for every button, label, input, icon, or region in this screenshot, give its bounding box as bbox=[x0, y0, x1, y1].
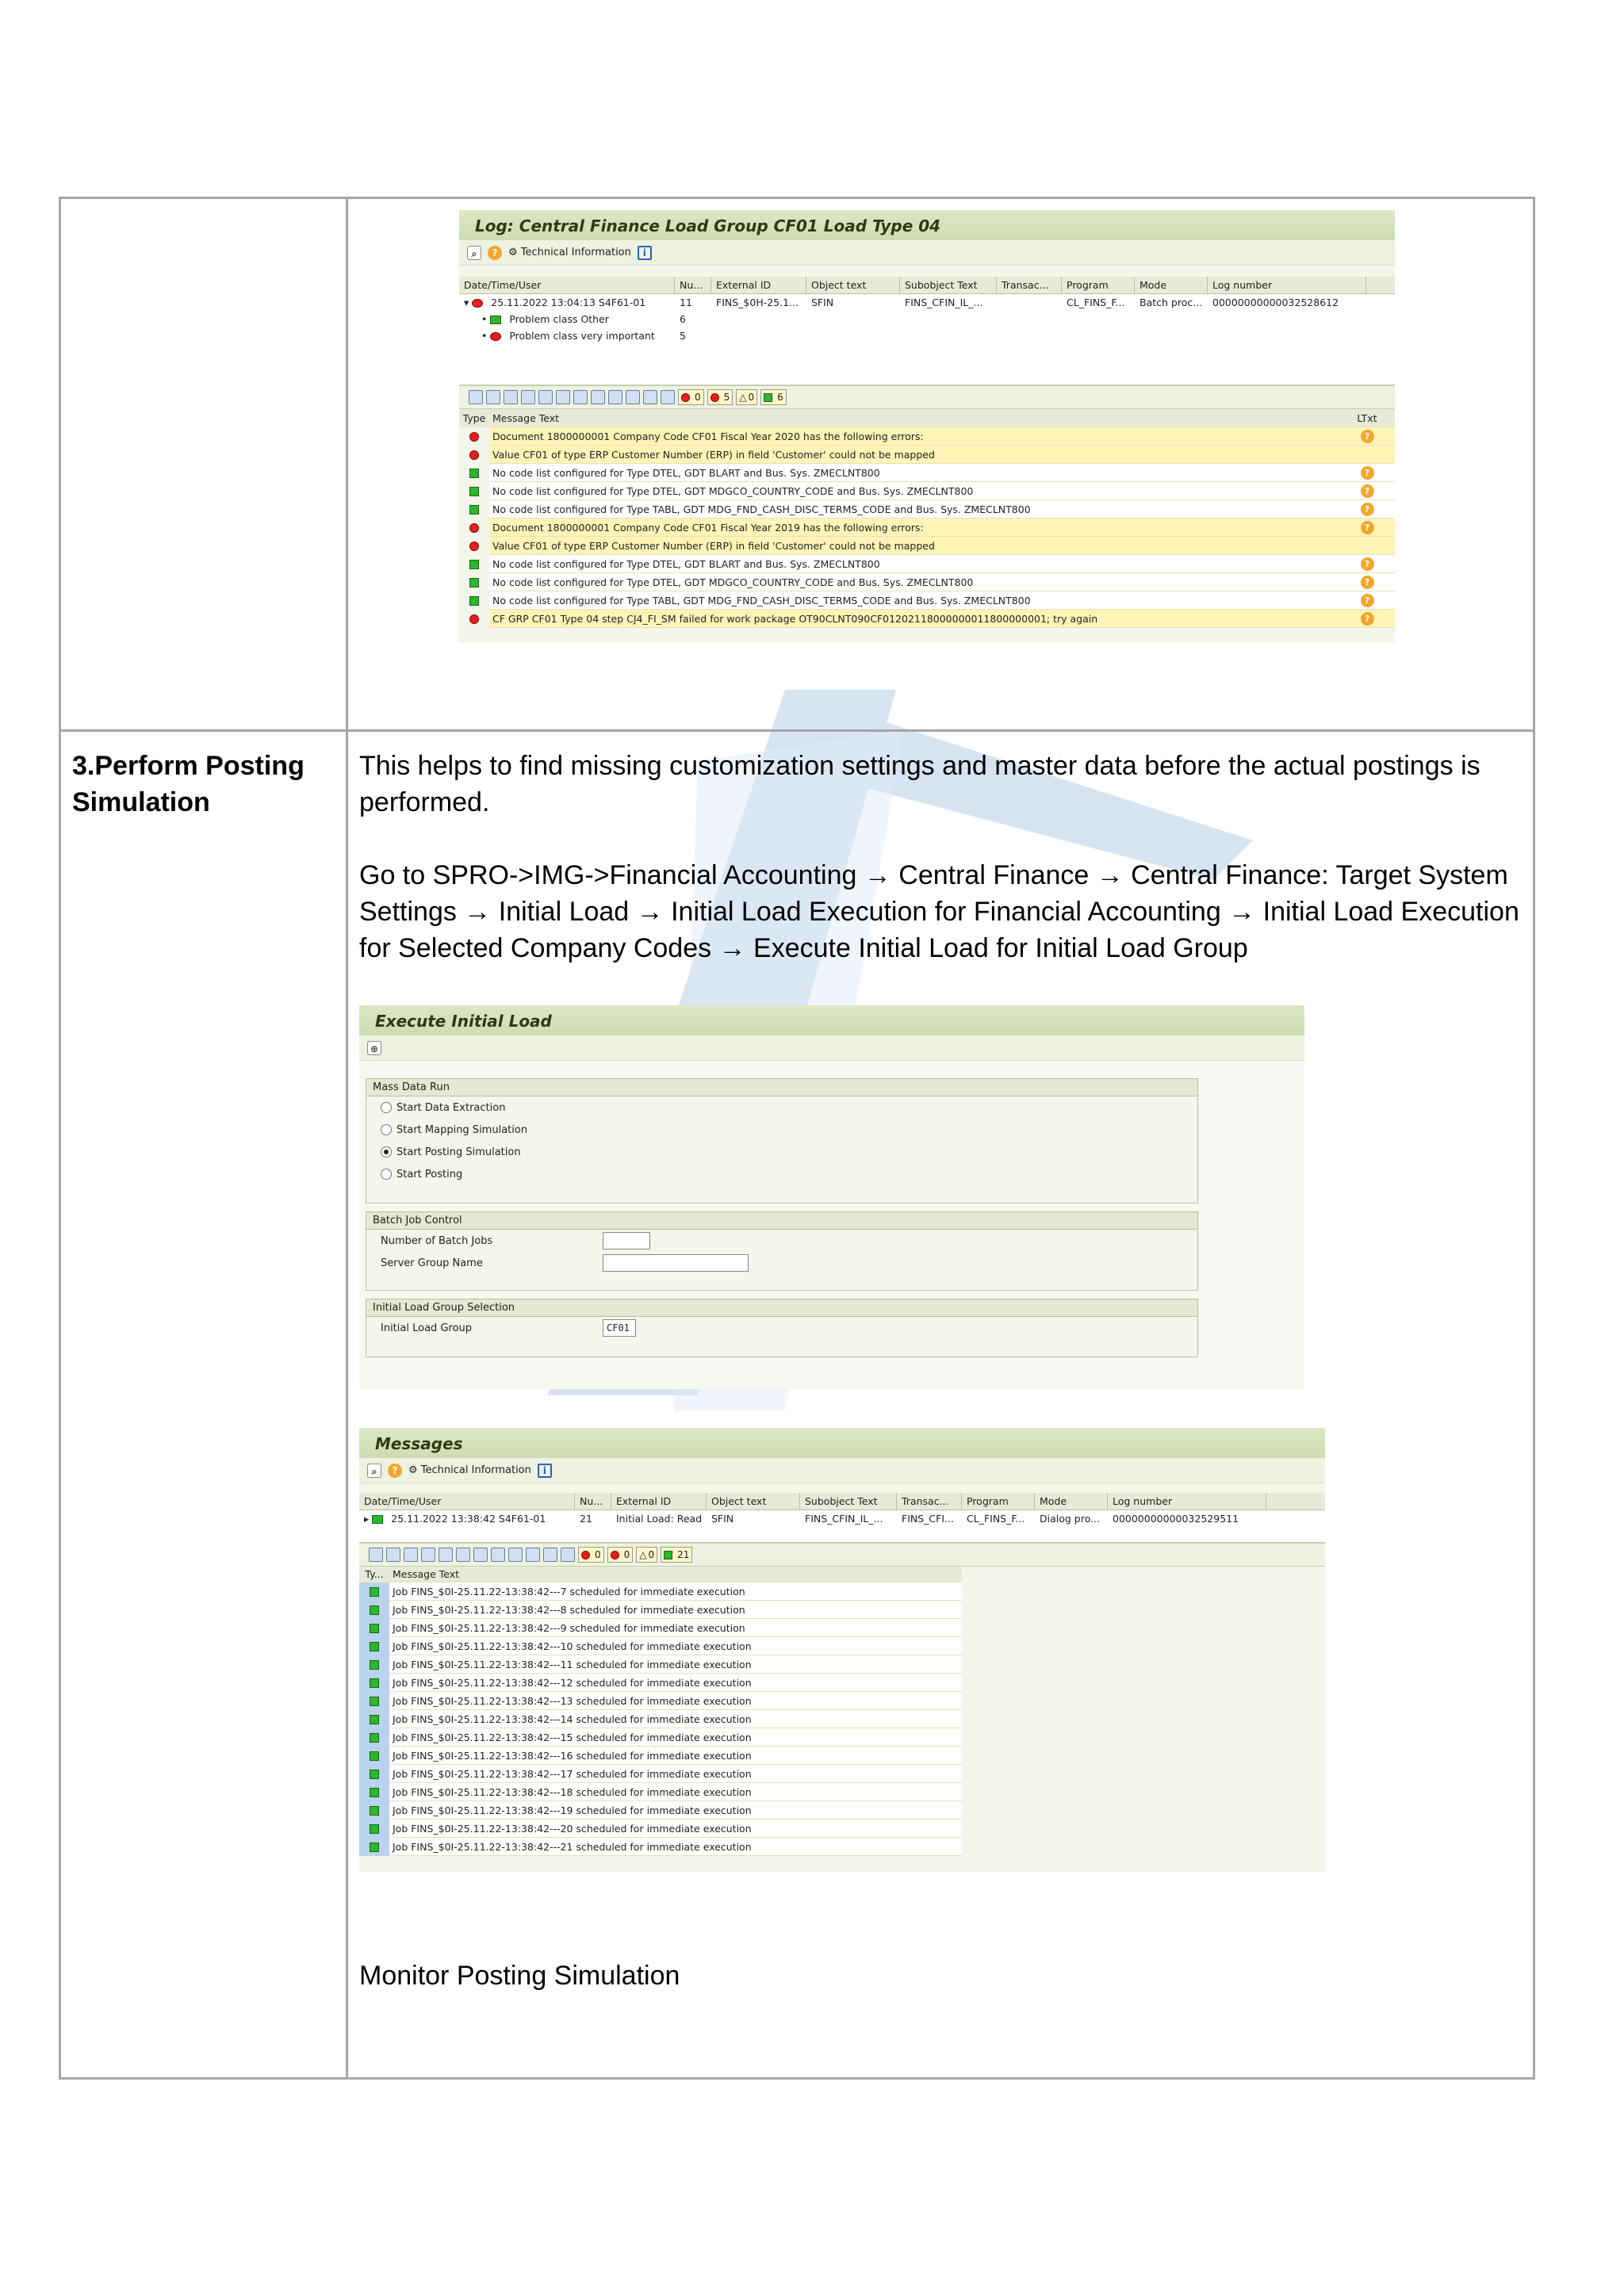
execute-title: Execute Initial Load bbox=[359, 1005, 1304, 1035]
stop-counter[interactable]: 0 bbox=[578, 1547, 604, 1563]
info-icon[interactable]: i bbox=[538, 1464, 552, 1478]
number-of-batch-jobs-input[interactable] bbox=[603, 1232, 650, 1249]
toolbar-icon[interactable] bbox=[473, 1548, 488, 1562]
column-header[interactable]: Mode bbox=[1035, 1493, 1108, 1510]
initial-load-group-input[interactable]: CF01 bbox=[603, 1319, 636, 1337]
monitor-posting-simulation-text: Monitor Posting Simulation bbox=[359, 1961, 680, 1991]
ok-status-icon bbox=[370, 1715, 379, 1724]
toolbar-icon[interactable] bbox=[491, 1548, 505, 1562]
message-row[interactable]: Document 1800000001 Company Code CF01 Fiscal Year 2019 has the following errors: ? bbox=[459, 519, 1395, 537]
job-message-list bbox=[359, 1582, 962, 1856]
toolbar-icon[interactable] bbox=[439, 1548, 453, 1562]
error-status-icon bbox=[469, 614, 479, 624]
ok-status-icon bbox=[469, 505, 479, 515]
sap-execute-initial-load-screenshot bbox=[359, 1005, 1304, 1389]
toolbar-icon[interactable] bbox=[538, 390, 553, 404]
column-header[interactable]: Transac... bbox=[897, 1493, 962, 1510]
radio-start-posting-simulation[interactable]: Start Posting Simulation bbox=[366, 1141, 1197, 1163]
ok-status-icon bbox=[469, 560, 479, 569]
column-header[interactable]: Subobject Text bbox=[900, 277, 997, 294]
error-status-icon bbox=[469, 523, 479, 533]
toolbar-icon[interactable] bbox=[521, 390, 535, 404]
toolbar-icon[interactable] bbox=[573, 390, 588, 404]
help-icon[interactable]: ? bbox=[488, 246, 502, 260]
message-header: Type Message Text LTxt bbox=[459, 409, 1395, 427]
column-header[interactable]: Transac... bbox=[997, 277, 1062, 294]
document-table bbox=[59, 197, 1535, 2080]
toolbar-icon[interactable] bbox=[369, 1548, 383, 1562]
ok-status-icon bbox=[370, 1843, 379, 1852]
message-row[interactable]: Value CF01 of type ERP Customer Number (ERP) in field 'Customer' could not be mapped bbox=[459, 537, 1395, 555]
toolbar-icon[interactable] bbox=[486, 390, 500, 404]
mass-data-run-group: Mass Data Run Start Data Extraction Start Mapping Simulation Start Posting Simulation Start Posting bbox=[366, 1078, 1198, 1203]
ok-status-icon bbox=[370, 1624, 379, 1633]
job-message-row[interactable]: Job FINS_$0I-25.11.22-13:38:42---12 scheduled for immediate execution bbox=[359, 1674, 962, 1692]
column-header[interactable]: Nu... bbox=[675, 277, 711, 294]
job-message-row[interactable]: Job FINS_$0I-25.11.22-13:38:42---11 scheduled for immediate execution bbox=[359, 1655, 962, 1674]
column-header[interactable]: Program bbox=[962, 1493, 1035, 1510]
ok-status-icon bbox=[370, 1733, 379, 1743]
find-icon[interactable]: ⌕ bbox=[367, 1464, 381, 1478]
ok-status-icon bbox=[370, 1824, 379, 1834]
job-message-row[interactable]: Job FINS_$0I-25.11.22-13:38:42---19 scheduled for immediate execution bbox=[359, 1801, 962, 1820]
step-content-cell bbox=[347, 731, 1534, 2079]
long-text-help-icon[interactable]: ? bbox=[1361, 594, 1374, 607]
job-message-row[interactable]: Job FINS_$0I-25.11.22-13:38:42---9 scheduled for immediate execution bbox=[359, 1619, 962, 1637]
toolbar-icon[interactable] bbox=[526, 1548, 540, 1562]
column-header[interactable]: Mode bbox=[1135, 277, 1208, 294]
message-row[interactable]: No code list configured for Type TABL, GDT MDG_FND_CASH_DISC_TERMS_CODE and Bus. Sys. ZMECLNT800 ? bbox=[459, 500, 1395, 519]
long-text-help-icon[interactable]: ? bbox=[1361, 466, 1374, 480]
log-sub-row[interactable]: • Problem class Other 6 bbox=[459, 311, 1395, 327]
spro-path-text: Go to SPRO->IMG->Financial Accounting → Central Finance → Central Finance: Target System Settings → Initial Load → Initial Load Execution for Financial Accounting → Initial Load Execution for Selected Company Codes → Execute Initial Load for Initial Load Group bbox=[359, 860, 1519, 963]
execute-icon[interactable]: ⊕ bbox=[367, 1041, 381, 1055]
initial-load-group-selection: Initial Load Group Selection Initial Load Group CF01 bbox=[366, 1299, 1198, 1357]
toolbar-icon[interactable] bbox=[626, 390, 640, 404]
messages-toolbar bbox=[359, 1458, 1325, 1483]
step-title: 3.Perform Posting Simulation bbox=[60, 731, 347, 2079]
toolbar-icon[interactable] bbox=[591, 390, 605, 404]
column-header[interactable]: External ID bbox=[711, 277, 806, 294]
toolbar-icon[interactable] bbox=[386, 1548, 400, 1562]
column-header[interactable]: Program bbox=[1062, 277, 1135, 294]
column-header[interactable]: Log number bbox=[1208, 277, 1366, 294]
column-header[interactable]: Subobject Text bbox=[800, 1493, 897, 1510]
error-status-icon bbox=[490, 332, 501, 341]
warning-counter[interactable]: △ 0 bbox=[736, 389, 757, 405]
message-toolbar bbox=[459, 385, 1395, 409]
long-text-help-icon[interactable]: ? bbox=[1361, 503, 1374, 516]
job-message-row[interactable]: Job FINS_$0I-25.11.22-13:38:42---20 scheduled for immediate execution bbox=[359, 1820, 962, 1838]
messages-title: Messages bbox=[359, 1428, 1325, 1458]
toolbar-icon[interactable] bbox=[543, 1548, 557, 1562]
ok-status-icon bbox=[469, 596, 479, 606]
message-row[interactable]: CF GRP CF01 Type 04 step CJ4_FI_SM failed for work package OT90CLNT090CF01202118000000011800000001; try again ? bbox=[459, 610, 1395, 628]
toolbar-icon[interactable] bbox=[456, 1548, 470, 1562]
job-message-row[interactable]: Job FINS_$0I-25.11.22-13:38:42---17 scheduled for immediate execution bbox=[359, 1765, 962, 1783]
empty-cell bbox=[60, 198, 347, 731]
ok-status-icon bbox=[370, 1587, 379, 1597]
column-header[interactable]: Object text bbox=[806, 277, 900, 294]
info-icon[interactable]: i bbox=[638, 246, 652, 260]
column-header[interactable]: External ID bbox=[611, 1493, 707, 1510]
server-group-name-input[interactable] bbox=[603, 1254, 749, 1272]
messages-message-toolbar bbox=[359, 1543, 1325, 1567]
ok-counter[interactable]: 6 bbox=[760, 389, 787, 405]
job-message-row[interactable]: Job FINS_$0I-25.11.22-13:38:42---13 scheduled for immediate execution bbox=[359, 1692, 962, 1710]
radio-start-data-extraction[interactable]: Start Data Extraction bbox=[366, 1096, 1197, 1119]
long-text-help-icon[interactable]: ? bbox=[1361, 430, 1374, 443]
log-title: Log: Central Finance Load Group CF01 Load Type 04 bbox=[459, 210, 1395, 240]
toolbar-icon[interactable] bbox=[661, 390, 675, 404]
toolbar-icon[interactable] bbox=[508, 1548, 523, 1562]
intro-text: This helps to find missing customization settings and master data before the actual postings is performed. bbox=[359, 751, 1480, 817]
step-description bbox=[348, 732, 1533, 1019]
long-text-help-icon[interactable]: ? bbox=[1361, 484, 1374, 498]
radio-start-posting[interactable]: Start Posting bbox=[366, 1163, 1197, 1185]
log-toolbar bbox=[459, 240, 1395, 266]
long-text-help-icon[interactable]: ? bbox=[1361, 557, 1374, 571]
ok-status-icon bbox=[372, 1515, 383, 1524]
stop-counter[interactable]: 0 bbox=[678, 389, 704, 405]
ok-status-icon bbox=[370, 1697, 379, 1706]
job-message-row[interactable]: Job FINS_$0I-25.11.22-13:38:42---7 scheduled for immediate execution bbox=[359, 1582, 962, 1601]
error-status-icon bbox=[472, 299, 483, 308]
error-status-icon bbox=[469, 541, 479, 551]
column-header[interactable]: Date/Time/User bbox=[459, 277, 675, 294]
find-icon[interactable]: ⌕ bbox=[467, 246, 481, 260]
job-message-row[interactable]: Job FINS_$0I-25.11.22-13:38:42---14 scheduled for immediate execution bbox=[359, 1710, 962, 1728]
toolbar-icon[interactable] bbox=[469, 390, 483, 404]
error-status-icon bbox=[469, 450, 479, 460]
error-counter[interactable]: 0 bbox=[607, 1547, 634, 1563]
column-header[interactable]: Nu... bbox=[575, 1493, 611, 1510]
job-message-row[interactable]: Job FINS_$0I-25.11.22-13:38:42---10 scheduled for immediate execution bbox=[359, 1637, 962, 1655]
help-icon[interactable]: ? bbox=[388, 1464, 402, 1478]
toolbar-icon[interactable] bbox=[561, 1548, 575, 1562]
long-text-help-icon[interactable]: ? bbox=[1361, 612, 1374, 626]
message-row[interactable]: No code list configured for Type DTEL, GDT BLART and Bus. Sys. ZMECLNT800 ? bbox=[459, 464, 1395, 482]
ok-status-icon bbox=[490, 316, 501, 324]
job-message-row[interactable]: Job FINS_$0I-25.11.22-13:38:42---16 scheduled for immediate execution bbox=[359, 1747, 962, 1765]
toolbar-icon[interactable] bbox=[504, 390, 518, 404]
job-message-row[interactable]: Job FINS_$0I-25.11.22-13:38:42---21 scheduled for immediate execution bbox=[359, 1838, 962, 1856]
toolbar-icon[interactable] bbox=[421, 1548, 435, 1562]
messages-header: Ty... Message Text bbox=[359, 1567, 962, 1582]
ok-status-icon bbox=[370, 1770, 379, 1779]
ok-status-icon bbox=[370, 1605, 379, 1615]
toolbar-icon[interactable] bbox=[643, 390, 657, 404]
long-text-help-icon[interactable]: ? bbox=[1361, 576, 1374, 589]
log-row[interactable]: ▾ 25.11.2022 13:04:13 S4F61-01 11 FINS_$0H-25.1... SFIN FINS_CFIN_IL_... CL_FINS_F... Batch proc... 00000000000032528612 bbox=[459, 294, 1395, 311]
warning-counter[interactable]: △ 0 bbox=[636, 1547, 657, 1563]
job-message-row[interactable]: Job FINS_$0I-25.11.22-13:38:42---15 scheduled for immediate execution bbox=[359, 1728, 962, 1747]
toolbar-icon[interactable] bbox=[608, 390, 622, 404]
message-row[interactable]: No code list configured for Type DTEL, GDT MDGCO_COUNTRY_CODE and Bus. Sys. ZMECLNT800 ? bbox=[459, 482, 1395, 500]
radio-start-mapping-simulation[interactable]: Start Mapping Simulation bbox=[366, 1119, 1197, 1141]
log-message-list bbox=[459, 427, 1395, 628]
messages-log-row[interactable]: ▸ 25.11.2022 13:38:42 S4F61-01 21 Initial Load: Read SFIN FINS_CFIN_IL_... FINS_CFI... CL_FINS_F... Dialog pro... 00000000000032529511 bbox=[359, 1510, 1325, 1527]
ok-status-icon bbox=[469, 469, 479, 478]
batch-job-control-group: Batch Job Control Number of Batch Jobs Server Group Name bbox=[366, 1211, 1198, 1291]
long-text-help-icon[interactable]: ? bbox=[1361, 521, 1374, 534]
toolbar-icon[interactable] bbox=[404, 1548, 418, 1562]
message-row[interactable]: No code list configured for Type TABL, GDT MDG_FND_CASH_DISC_TERMS_CODE and Bus. Sys. ZMECLNT800 ? bbox=[459, 591, 1395, 610]
column-header[interactable]: Log number bbox=[1108, 1493, 1266, 1510]
toolbar-icon[interactable] bbox=[556, 390, 570, 404]
error-counter[interactable]: 5 bbox=[707, 389, 733, 405]
job-message-row[interactable]: Job FINS_$0I-25.11.22-13:38:42---18 scheduled for immediate execution bbox=[359, 1783, 962, 1801]
ok-status-icon bbox=[370, 1788, 379, 1797]
technical-information-button[interactable]: ⚙ Technical Information bbox=[408, 1464, 531, 1476]
sap-messages-screenshot bbox=[359, 1428, 1325, 1872]
column-header[interactable]: Date/Time/User bbox=[359, 1493, 575, 1510]
technical-information-button[interactable]: ⚙ Technical Information bbox=[508, 247, 631, 258]
ok-status-icon bbox=[370, 1678, 379, 1688]
job-message-row[interactable]: Job FINS_$0I-25.11.22-13:38:42---8 scheduled for immediate execution bbox=[359, 1601, 962, 1619]
log-screenshot-cell bbox=[347, 198, 1534, 731]
ok-status-icon bbox=[469, 487, 479, 496]
error-status-icon bbox=[469, 432, 479, 442]
message-row[interactable]: Document 1800000001 Company Code CF01 Fiscal Year 2020 has the following errors: ? bbox=[459, 427, 1395, 446]
execute-toolbar bbox=[359, 1035, 1304, 1061]
ok-status-icon bbox=[469, 578, 479, 587]
sap-log-screenshot bbox=[459, 210, 1395, 643]
ok-status-icon bbox=[370, 1660, 379, 1670]
message-row[interactable]: No code list configured for Type DTEL, GDT BLART and Bus. Sys. ZMECLNT800 ? bbox=[459, 555, 1395, 573]
log-sub-row[interactable]: • Problem class very important 5 bbox=[459, 327, 1395, 344]
column-header[interactable]: Object text bbox=[707, 1493, 800, 1510]
ok-status-icon bbox=[370, 1642, 379, 1651]
log-column-headers bbox=[459, 277, 1395, 294]
ok-status-icon bbox=[370, 1751, 379, 1761]
messages-column-headers bbox=[359, 1493, 1325, 1510]
message-row[interactable]: No code list configured for Type DTEL, GDT MDGCO_COUNTRY_CODE and Bus. Sys. ZMECLNT800 ? bbox=[459, 573, 1395, 591]
ok-status-icon bbox=[370, 1806, 379, 1816]
ok-counter[interactable]: 21 bbox=[661, 1547, 692, 1563]
message-row[interactable]: Value CF01 of type ERP Customer Number (ERP) in field 'Customer' could not be mapped bbox=[459, 446, 1395, 464]
